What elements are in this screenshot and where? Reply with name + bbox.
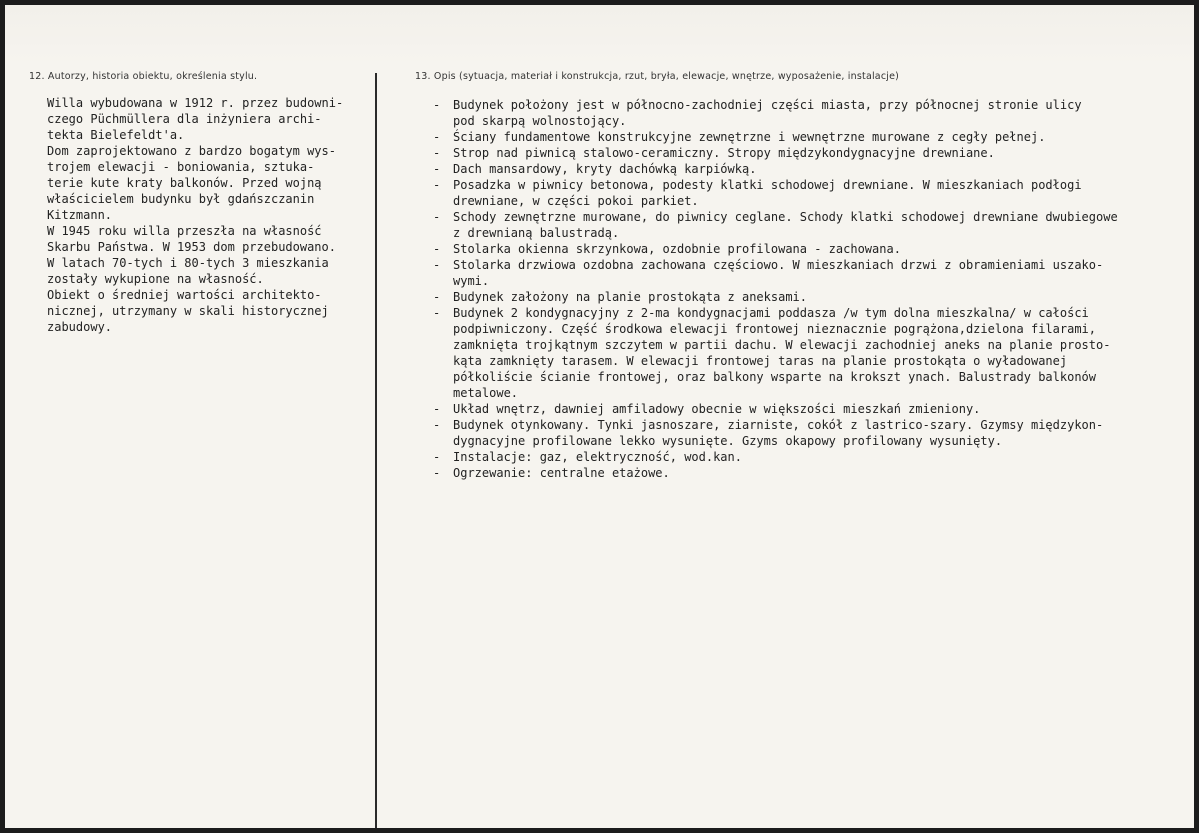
description-item [433,209,1193,241]
bullet-dash: - [433,402,441,416]
description-item [433,129,1193,145]
bullet-dash: - [433,130,441,144]
description-item-text: Posadzka w piwnicy betonowa, podesty klatki schodowej drewniane. W mieszkaniach podłogi drewniane, w części pokoi parkiet. [453,178,1082,208]
bullet-dash: - [433,290,441,304]
description-item [433,417,1193,449]
bullet-dash: - [433,418,441,432]
description-item-text: Budynek otynkowany. Tynki jasnoszare, ziarniste, cokół z lastrico-szary. Gzymsy międzykon- dygnacyjne profilowane lekko wysunięte. Gzyms okapowy profilowany wysunięty. [453,418,1104,448]
description-item [433,97,1193,129]
bullet-dash: - [433,258,441,272]
section-12-header: 12. Autorzy, historia obiektu, określenia stylu. [29,71,258,82]
description-item-text: Ściany fundamentowe konstrukcyjne zewnętrzne i wewnętrzne murowane z cegły pełnej. [453,130,1046,144]
description-item [433,401,1193,417]
description-item [433,145,1193,161]
bullet-dash: - [433,178,441,192]
description-list [433,97,1193,481]
section-13-header: 13. Opis (sytuacja, materiał i konstrukcja, rzut, bryła, elewacje, wnętrze, wyposażenie, instalacje) [415,71,900,82]
bullet-dash: - [433,306,441,320]
description-item-text: Schody zewnętrzne murowane, do piwnicy ceglane. Schody klatki schodowej drewniane dwubiegowe z drewnianą balustradą. [453,210,1118,240]
bullet-dash: - [433,466,441,480]
history-text: Willa wybudowana w 1912 r. przez budowni- czego Püchmüllera dla inżyniera archi- tekta Bielefeldt'a. Dom zaprojektowano z bardzo bogatym wys- trojem elewacji - boniowania, sztuka- terie kute kraty balkonów. Przed wojną właścicielem budynku był gdańszczanin Kitzmann. W 1945 roku willa przeszła na własność Skarbu Państwa. W 1953 dom przebudowano. W latach 70-tych i 80-tych 3 mieszkania zostały wykupione na własność. Obiekt o średniej wartości architekto- nicznej, utrzymany w skali historycznej zabudowy. [47,96,344,334]
bullet-dash: - [433,450,441,464]
page-top-area [5,5,1194,65]
description-item-text: Dach mansardowy, kryty dachówką karpiówką. [453,162,757,176]
description-item [433,241,1193,257]
description-item [433,305,1193,401]
bullet-dash: - [433,242,441,256]
description-item [433,257,1193,289]
bullet-dash: - [433,210,441,224]
bullet-dash: - [433,146,441,160]
description-item-text: Instalacje: gaz, elektryczność, wod.kan. [453,450,742,464]
description-item [433,177,1193,209]
description-item [433,289,1193,305]
description-item-text: Ogrzewanie: centralne etażowe. [453,466,670,480]
description-item-text: Budynek 2 kondygnacyjny z 2-ma kondygnacjami poddasza /w tym dolna mieszkalna/ w całości podpiwniczony. Część środkowa elewacji frontowej nieznacznie pogrążona,dzielona filarami, zamknięta trojkątnym szczytem w partii dachu. W elewacji zachodniej aneks na planie prosto- kąta zamknięty tarasem. W elewacji frontowej taras na planie prostokąta o wyładowanej półkoliście ścianie frontowej, oraz balkony wsparte na krokszt ynach. Balustrady balkonów metalowe. [453,306,1111,400]
description-item-text: Stolarka okienna skrzynkowa, ozdobnie profilowana - zachowana. [453,242,901,256]
description-item-text: Układ wnętrz, dawniej amfiladowy obecnie w większości mieszkań zmieniony. [453,402,981,416]
description-item [433,465,1193,481]
description-item [433,449,1193,465]
description-item-text: Budynek założony na planie prostokąta z aneksami. [453,290,808,304]
description-item-text: Stolarka drzwiowa ozdobna zachowana częściowo. W mieszkaniach drzwi z obramieniami uszako- wymi. [453,258,1104,288]
description-item-text: Strop nad piwnicą stalowo-ceramiczny. Stropy międzykondygnacyjne drewniane. [453,146,995,160]
description-item [433,161,1193,177]
bullet-dash: - [433,98,441,112]
bullet-dash: - [433,162,441,176]
description-item-text: Budynek położony jest w północno-zachodniej części miasta, przy północnej stronie ulicy pod skarpą wolnostojący. [453,98,1082,128]
